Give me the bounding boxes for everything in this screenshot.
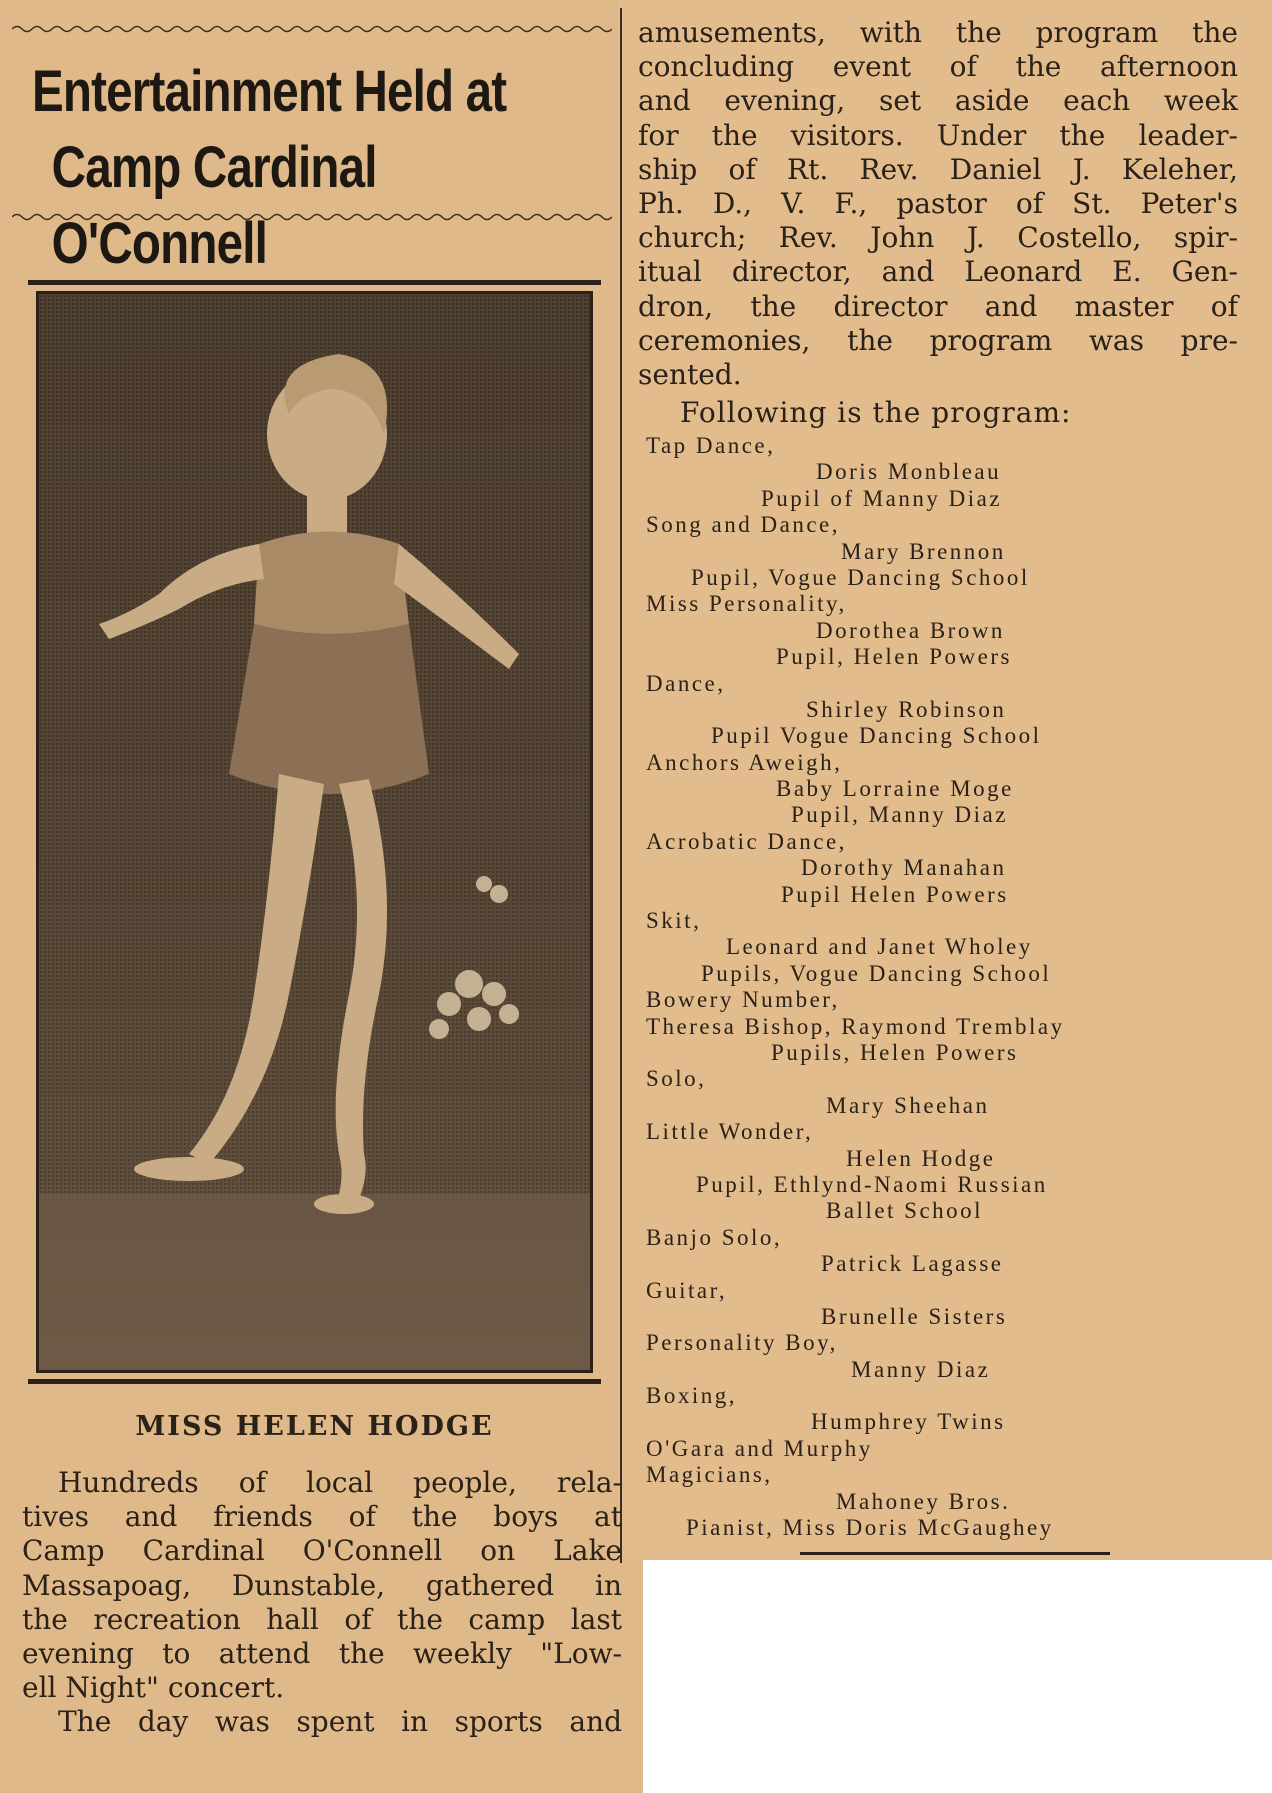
program-line: Miss Personality, xyxy=(646,591,847,617)
wavy-border-bottom xyxy=(12,212,612,222)
program-line: Pupil Vogue Dancing School xyxy=(711,723,1042,749)
program-line: Mary Brennon xyxy=(841,538,1006,564)
headline-line-2: Camp Cardinal O'Connell xyxy=(51,135,377,276)
program-line: Pupil of Manny Diaz xyxy=(761,485,1003,511)
program-line: Helen Hodge xyxy=(846,1145,996,1171)
photo-caption: MISS HELEN HODGE xyxy=(135,1411,494,1442)
end-rule xyxy=(800,1552,1110,1555)
text-line: evening to attend the weekly "Low- xyxy=(22,1637,622,1671)
headline xyxy=(32,54,508,282)
program-line: Banjo Solo, xyxy=(646,1224,783,1250)
program-line: Bowery Number, xyxy=(646,987,840,1013)
text-line: concluding event of the afternoon xyxy=(638,50,1238,84)
text-line: church; Rev. John J. Costello, spir- xyxy=(638,221,1238,255)
article-body-right xyxy=(638,16,1238,392)
program-line: Pupils, Helen Powers xyxy=(771,1039,1019,1065)
text-line: itual director, and Leonard E. Gen- xyxy=(638,255,1238,289)
text-line: sented. xyxy=(638,358,742,392)
program-line: Little Wonder, xyxy=(646,1119,814,1145)
program-line: O'Gara and Murphy xyxy=(646,1435,873,1461)
text-line: ceremonies, the program was pre- xyxy=(638,323,1238,357)
wavy-border-top xyxy=(12,24,612,34)
program-list xyxy=(646,433,1246,1541)
program-line: Magicians, xyxy=(646,1462,773,1488)
program-line: Song and Dance, xyxy=(646,512,840,538)
program-line: Leonard and Janet Wholey xyxy=(726,934,1033,960)
program-line: Dorothy Manahan xyxy=(801,855,1007,881)
program-line: Shirley Robinson xyxy=(806,696,1007,722)
program-line: Pupil, Helen Powers xyxy=(776,644,1012,670)
program-intro: Following is the program: xyxy=(680,396,1072,429)
text-line: Massapoag, Dunstable, gathered in xyxy=(22,1568,622,1602)
program-line: Dorothea Brown xyxy=(816,617,1005,643)
program-line: Theresa Bishop, Raymond Tremblay xyxy=(646,1013,1065,1039)
text-line: the recreation hall of the camp last xyxy=(22,1602,622,1636)
text-line: Hundreds of local people, rela- xyxy=(58,1466,622,1499)
program-line: Boxing, xyxy=(646,1383,737,1409)
program-line: Acrobatic Dance, xyxy=(646,828,847,854)
program-line: Guitar, xyxy=(646,1277,728,1303)
program-line: Ballet School xyxy=(826,1198,984,1224)
program-line: Solo, xyxy=(646,1066,707,1092)
program-line: Personality Boy, xyxy=(646,1330,838,1356)
program-line: Pianist, Miss Doris McGaughey xyxy=(686,1515,1054,1541)
program-line: Pupil, Vogue Dancing School xyxy=(691,564,1030,590)
program-line: Baby Lorraine Moge xyxy=(776,776,1014,802)
program-line: Patrick Lagasse xyxy=(821,1251,1004,1277)
program-line: Tap Dance, xyxy=(646,433,776,458)
program-line: Pupil Helen Powers xyxy=(781,881,1009,907)
program-line: Dance, xyxy=(646,670,726,696)
program-line: Anchors Aweigh, xyxy=(646,749,843,775)
headline-line-1: Entertainment Held at xyxy=(32,59,507,124)
program-line: Pupil, Manny Diaz xyxy=(791,802,1008,828)
program-line: Pupil, Ethlynd-Naomi Russian xyxy=(696,1171,1048,1197)
text-line: The day was spent in sports and xyxy=(58,1705,622,1739)
text-line: dron, the director and master of xyxy=(638,289,1238,323)
text-line: and evening, set aside each week xyxy=(638,84,1238,118)
program-line: Skit, xyxy=(646,908,702,934)
dancer-photo xyxy=(36,291,593,1373)
text-line: ell Night" concert. xyxy=(22,1671,285,1705)
headline-box xyxy=(12,24,612,276)
program-line: Manny Diaz xyxy=(851,1356,991,1382)
program-line: Pupils, Vogue Dancing School xyxy=(701,960,1052,986)
text-line: tives and friends of the boys at xyxy=(22,1500,622,1534)
text-line: amusements, with the program the xyxy=(638,16,1238,49)
text-line: Ph. D., V. F., pastor of St. Peter's xyxy=(638,187,1238,221)
program-line: Brunelle Sisters xyxy=(821,1303,1008,1329)
article-body-left xyxy=(22,1466,622,1740)
program-line: Mary Sheehan xyxy=(826,1092,990,1118)
program-line: Mahoney Bros. xyxy=(836,1488,1011,1514)
photo-frame xyxy=(28,280,601,1384)
text-line: ship of Rt. Rev. Daniel J. Keleher, xyxy=(638,152,1238,186)
program-line: Doris Monbleau xyxy=(816,459,1002,485)
column-rule xyxy=(620,8,622,1563)
program-line: Humphrey Twins xyxy=(811,1409,1006,1435)
text-line: Camp Cardinal O'Connell on Lake xyxy=(22,1534,622,1568)
text-line: for the visitors. Under the leader- xyxy=(638,118,1238,152)
